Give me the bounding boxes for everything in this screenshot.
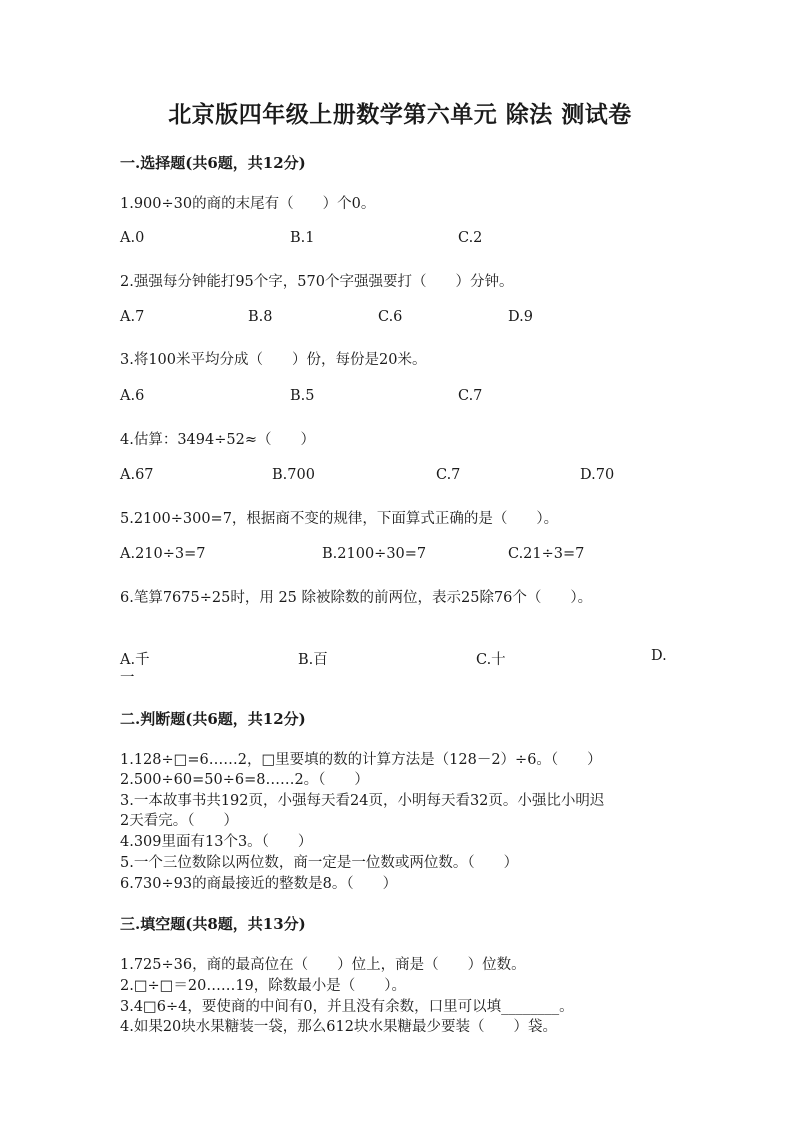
option-a: A.0 <box>120 230 145 246</box>
option-b: B.百 <box>298 652 328 668</box>
option-a: A.6 <box>120 388 145 404</box>
option-c: C.7 <box>458 388 483 404</box>
option-c: C.6 <box>378 309 403 325</box>
option-c: C.7 <box>436 467 461 483</box>
judge-item: 2.500÷60=50÷6=8……2。（ ） <box>120 772 369 788</box>
question-stem: 2.强强每分钟能打95个字，570个字强强要打（ ）分钟。 <box>120 274 514 290</box>
option-b: B.8 <box>248 309 273 325</box>
option-b: B.5 <box>290 388 315 404</box>
section-heading-choice: 一.选择题(共6题，共12分) <box>120 154 306 172</box>
option-b: B.1 <box>290 230 315 246</box>
option-c: C.十 <box>476 652 506 668</box>
question-stem: 4.估算：3494÷52≈（ ） <box>120 432 315 448</box>
option-d-text: 一 <box>120 670 135 686</box>
judge-item: 6.730÷93的商最接近的整数是8。（ ） <box>120 876 398 892</box>
option-d: D. <box>651 648 667 664</box>
judge-item: 4.309里面有13个3。（ ） <box>120 834 313 850</box>
judge-item: 3.一本故事书共192页，小强每天看24页，小明每天看32页。小强比小明迟 <box>120 793 605 809</box>
option-c: C.2 <box>458 230 483 246</box>
fill-item: 3.4□6÷4，要使商的中间有0，并且没有余数，口里可以填________。 <box>120 999 574 1015</box>
question-stem: 6.笔算7675÷25时，用 25 除被除数的前两位，表示25除76个（ ）。 <box>120 590 593 606</box>
page-title: 北京版四年级上册数学第六单元 除法 测试卷 <box>168 101 632 128</box>
section-heading-judge: 二.判断题(共6题，共12分) <box>120 710 306 728</box>
judge-item: 1.128÷□=6……2，□里要填的数的计算方法是（128－2）÷6。（ ） <box>120 752 602 768</box>
judge-item: 5.一个三位数除以两位数，商一定是一位数或两位数。（ ） <box>120 855 519 871</box>
option-a: A.210÷3=7 <box>120 546 206 562</box>
option-d: D.70 <box>580 467 615 483</box>
option-b: B.2100÷30=7 <box>322 546 427 562</box>
option-a: A.67 <box>120 467 154 483</box>
question-stem: 3.将100米平均分成（ ）份，每份是20米。 <box>120 352 427 368</box>
question-stem: 1.900÷30的商的末尾有（ ）个0。 <box>120 196 376 212</box>
option-a: A.千 <box>120 652 150 668</box>
fill-item: 2.□÷□＝20……19，除数最小是（ ）。 <box>120 978 407 994</box>
option-a: A.7 <box>120 309 145 325</box>
fill-item: 1.725÷36，商的最高位在（ ）位上，商是（ ）位数。 <box>120 957 526 973</box>
judge-item-continued: 2天看完。（ ） <box>120 813 238 829</box>
section-heading-fill: 三.填空题(共8题，共13分) <box>120 915 306 933</box>
fill-item: 4.如果20块水果糖装一袋，那么612块水果糖最少要装（ ）袋。 <box>120 1019 557 1035</box>
option-b: B.700 <box>272 467 315 483</box>
option-d: D.9 <box>508 309 533 325</box>
question-stem: 5.2100÷300=7，根据商不变的规律，下面算式正确的是（ ）。 <box>120 511 559 527</box>
option-c: C.21÷3=7 <box>508 546 585 562</box>
